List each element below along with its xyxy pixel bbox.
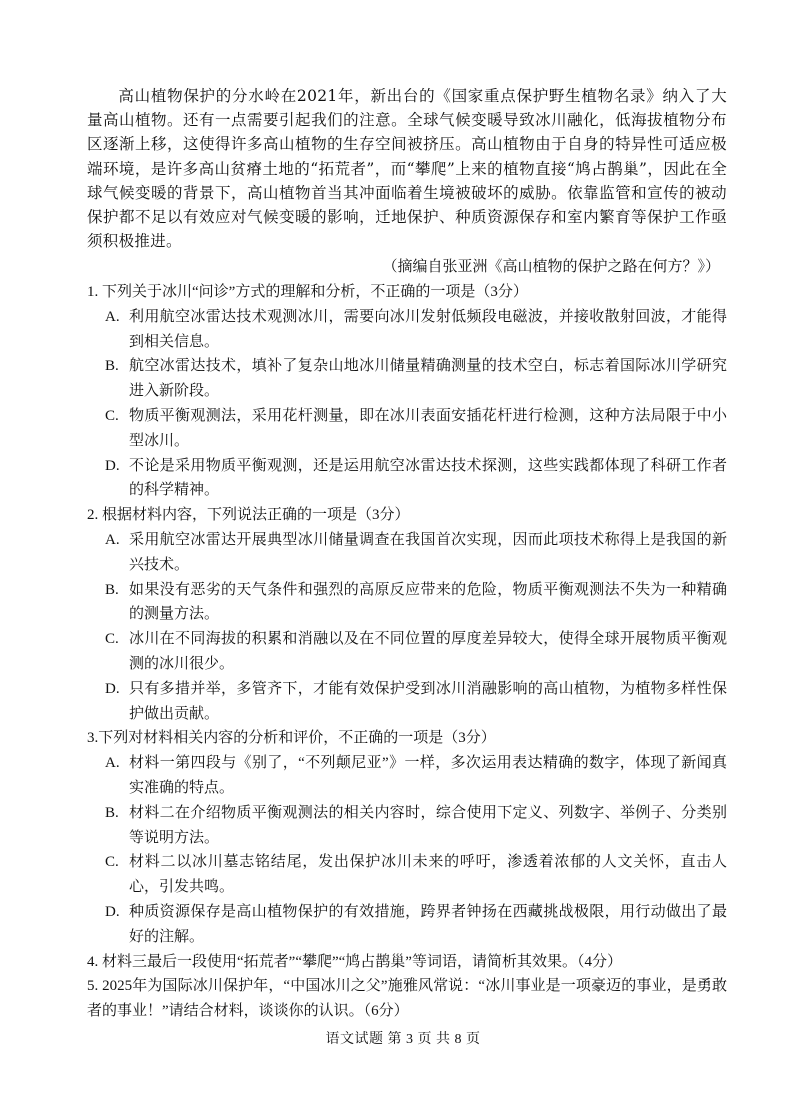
option-a xyxy=(87,751,727,801)
option-b xyxy=(87,801,727,851)
option-d xyxy=(87,900,727,950)
passage-source: （摘编自张亚洲《高山植物的保护之路在何方？》） xyxy=(382,259,720,275)
option-c xyxy=(87,627,727,677)
option-letter: C. xyxy=(105,631,119,648)
question-stem: 3.下列对材料相关内容的分析和评价，不正确的一项是（3分） xyxy=(87,730,496,747)
question-list xyxy=(87,280,727,1024)
option-text: 采用航空冰雷达开展典型冰川储量调查在我国首次实现，因而此项技术称得上是我国的新兴技术。 xyxy=(129,531,727,573)
option-letter: A. xyxy=(105,308,120,325)
option-d xyxy=(87,677,727,727)
option-c xyxy=(87,404,727,454)
question-stem: 4. 材料三最后一段使用“拓荒者”“攀爬”“鸠占鹊巢”等词语，请简析其效果。（4分） xyxy=(87,953,622,970)
question-5 xyxy=(87,974,727,1024)
option-letter: D. xyxy=(105,680,120,697)
option-text: 物质平衡观测法，采用花杆测量，即在冰川表面安插花杆进行检测，这种方法局限于中小型冰川。 xyxy=(129,407,727,449)
option-letter: D. xyxy=(105,457,120,474)
option-d xyxy=(87,454,727,504)
question-stem: 5. 2025年为国际冰川保护年，“中国冰川之父”施雅风常说：“冰川事业是一项豪迈的事业，是勇敢者的事业！”请结合材料，谈谈你的认识。（6分） xyxy=(87,978,727,1020)
option-letter: D. xyxy=(105,903,120,920)
option-b xyxy=(87,578,727,628)
option-text: 只有多措并举，多管齐下，才能有效保护受到冰川消融影响的高山植物，为植物多样性保护做出贡献。 xyxy=(129,680,727,722)
page-footer: 语文试题 第 3 页 共 8 页 xyxy=(325,1032,481,1047)
question-stem: 2. 根据材料内容，下列说法正确的一项是（3分） xyxy=(87,507,410,524)
option-letter: A. xyxy=(105,755,120,772)
option-letter: B. xyxy=(105,581,119,598)
option-letter: C. xyxy=(105,407,119,424)
question-4 xyxy=(87,950,727,975)
option-a xyxy=(87,528,727,578)
question-2 xyxy=(87,503,727,726)
question-1 xyxy=(87,280,727,503)
option-text: 材料二在介绍物质平衡观测法的相关内容时，综合使用下定义、列数字、举例子、分类别等说明方法。 xyxy=(129,804,727,846)
option-c xyxy=(87,850,727,900)
reading-passage xyxy=(87,84,727,253)
option-text: 冰川在不同海拔的积累和消融以及在不同位置的厚度差异较大，使得全球开展物质平衡观测的冰川很少。 xyxy=(129,631,727,672)
option-letter: C. xyxy=(105,854,119,871)
option-text: 种质资源保存是高山植物保护的有效措施，跨界者钟扬在西藏挑战极限，用行动做出了最好的注解。 xyxy=(129,903,727,945)
question-stem: 1. 下列关于冰川“问诊”方式的理解和分析，不正确的一项是（3分） xyxy=(87,284,528,300)
option-b xyxy=(87,354,727,404)
question-3 xyxy=(87,726,727,949)
option-text: 材料一第四段与《别了，“不列颠尼亚”》一样，多次运用表达精确的数字，体现了新闻真实准确的特点。 xyxy=(129,755,727,796)
option-letter: B. xyxy=(105,358,119,375)
option-text: 如果没有恶劣的天气条件和强烈的高原反应带来的危险，物质平衡观测法不失为一种精确的测量方法。 xyxy=(129,581,727,623)
option-text: 不论是采用物质平衡观测，还是运用航空冰雷达技术探测，这些实践都体现了科研工作者的科学精神。 xyxy=(129,457,727,499)
option-text: 材料二以冰川墓志铭结尾，发出保护冰川未来的呼吁，渗透着浓郁的人文关怀，直击人心，引发共鸣。 xyxy=(129,854,727,896)
option-letter: B. xyxy=(105,804,119,821)
option-text: 航空冰雷达技术，填补了复杂山地冰川储量精确测量的技术空白，标志着国际冰川学研究进入新阶段。 xyxy=(129,358,727,400)
option-text: 利用航空冰雷达技术观测冰川，需要向冰川发射低频段电磁波，并接收散射回波，才能得到相关信息。 xyxy=(129,308,727,350)
passage-text: 高山植物保护的分水岭在2021年，新出台的《国家重点保护野生植物名录》纳入了大量高山植物。还有一点需要引起我们的注意。全球气候变暖导致冰川融化，低海拔植物分布区逐渐上移，这使得许多高山植物的生存空间被挤压。高山植物由于自身的特异性可适应极端环境，是许多高山贫瘠土地的“拓荒者”，而“攀爬”上来的植物直接“鸠占鹊巢”，因此在全球气候变暖的背景下，高山植物首当其冲面临着生境被破坏的威胁。依靠监管和宣传的被动保护都不足以有效应对气候变暖的影响，迁地保护、种质资源保存和室内繁育等保护工作亟须积极推进。 xyxy=(87,87,727,251)
option-letter: A. xyxy=(105,531,120,548)
option-a xyxy=(87,305,727,355)
